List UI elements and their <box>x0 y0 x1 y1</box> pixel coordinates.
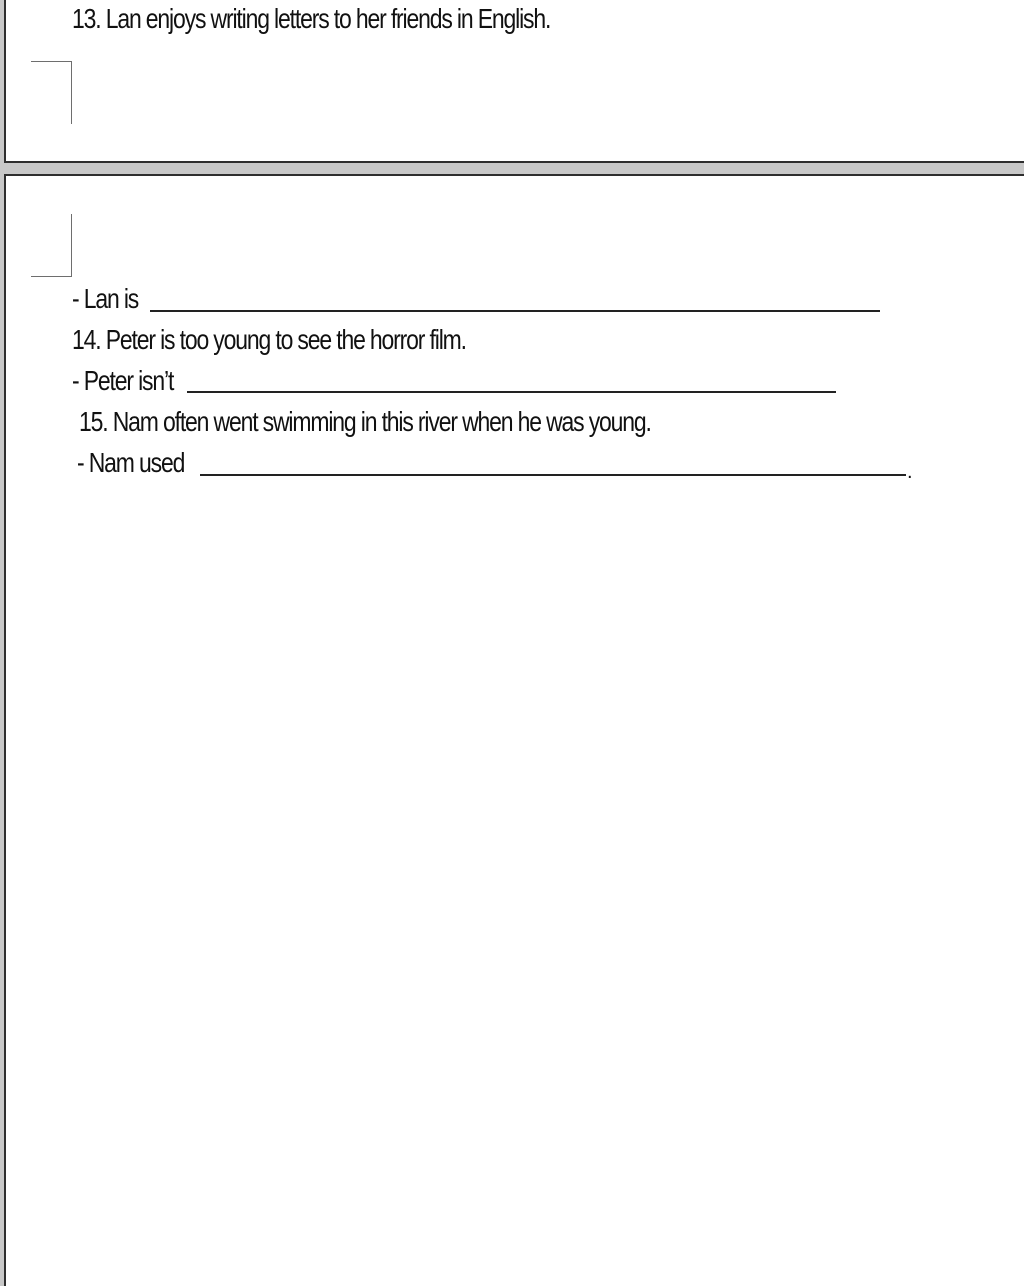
margin-corner-mark <box>31 214 72 277</box>
question-13-answer-blank[interactable] <box>150 310 880 312</box>
question-14-answer-lead: - Peter isn’t <box>72 365 174 396</box>
question-15-answer-period: . <box>907 461 913 483</box>
question-13-prompt: 13. Lan enjoys writing letters to her friends in English. <box>72 3 551 34</box>
question-15-answer-blank[interactable] <box>200 474 906 476</box>
question-15-prompt: 15. Nam often went swimming in this river when he was young. <box>79 406 651 437</box>
question-14-prompt: 14. Peter is too young to see the horror film. <box>72 324 466 355</box>
question-14-answer-blank[interactable] <box>187 391 836 393</box>
question-15-answer-lead: - Nam used <box>77 447 185 478</box>
margin-corner-mark <box>31 61 72 124</box>
question-13-answer-lead: - Lan is <box>72 283 139 314</box>
